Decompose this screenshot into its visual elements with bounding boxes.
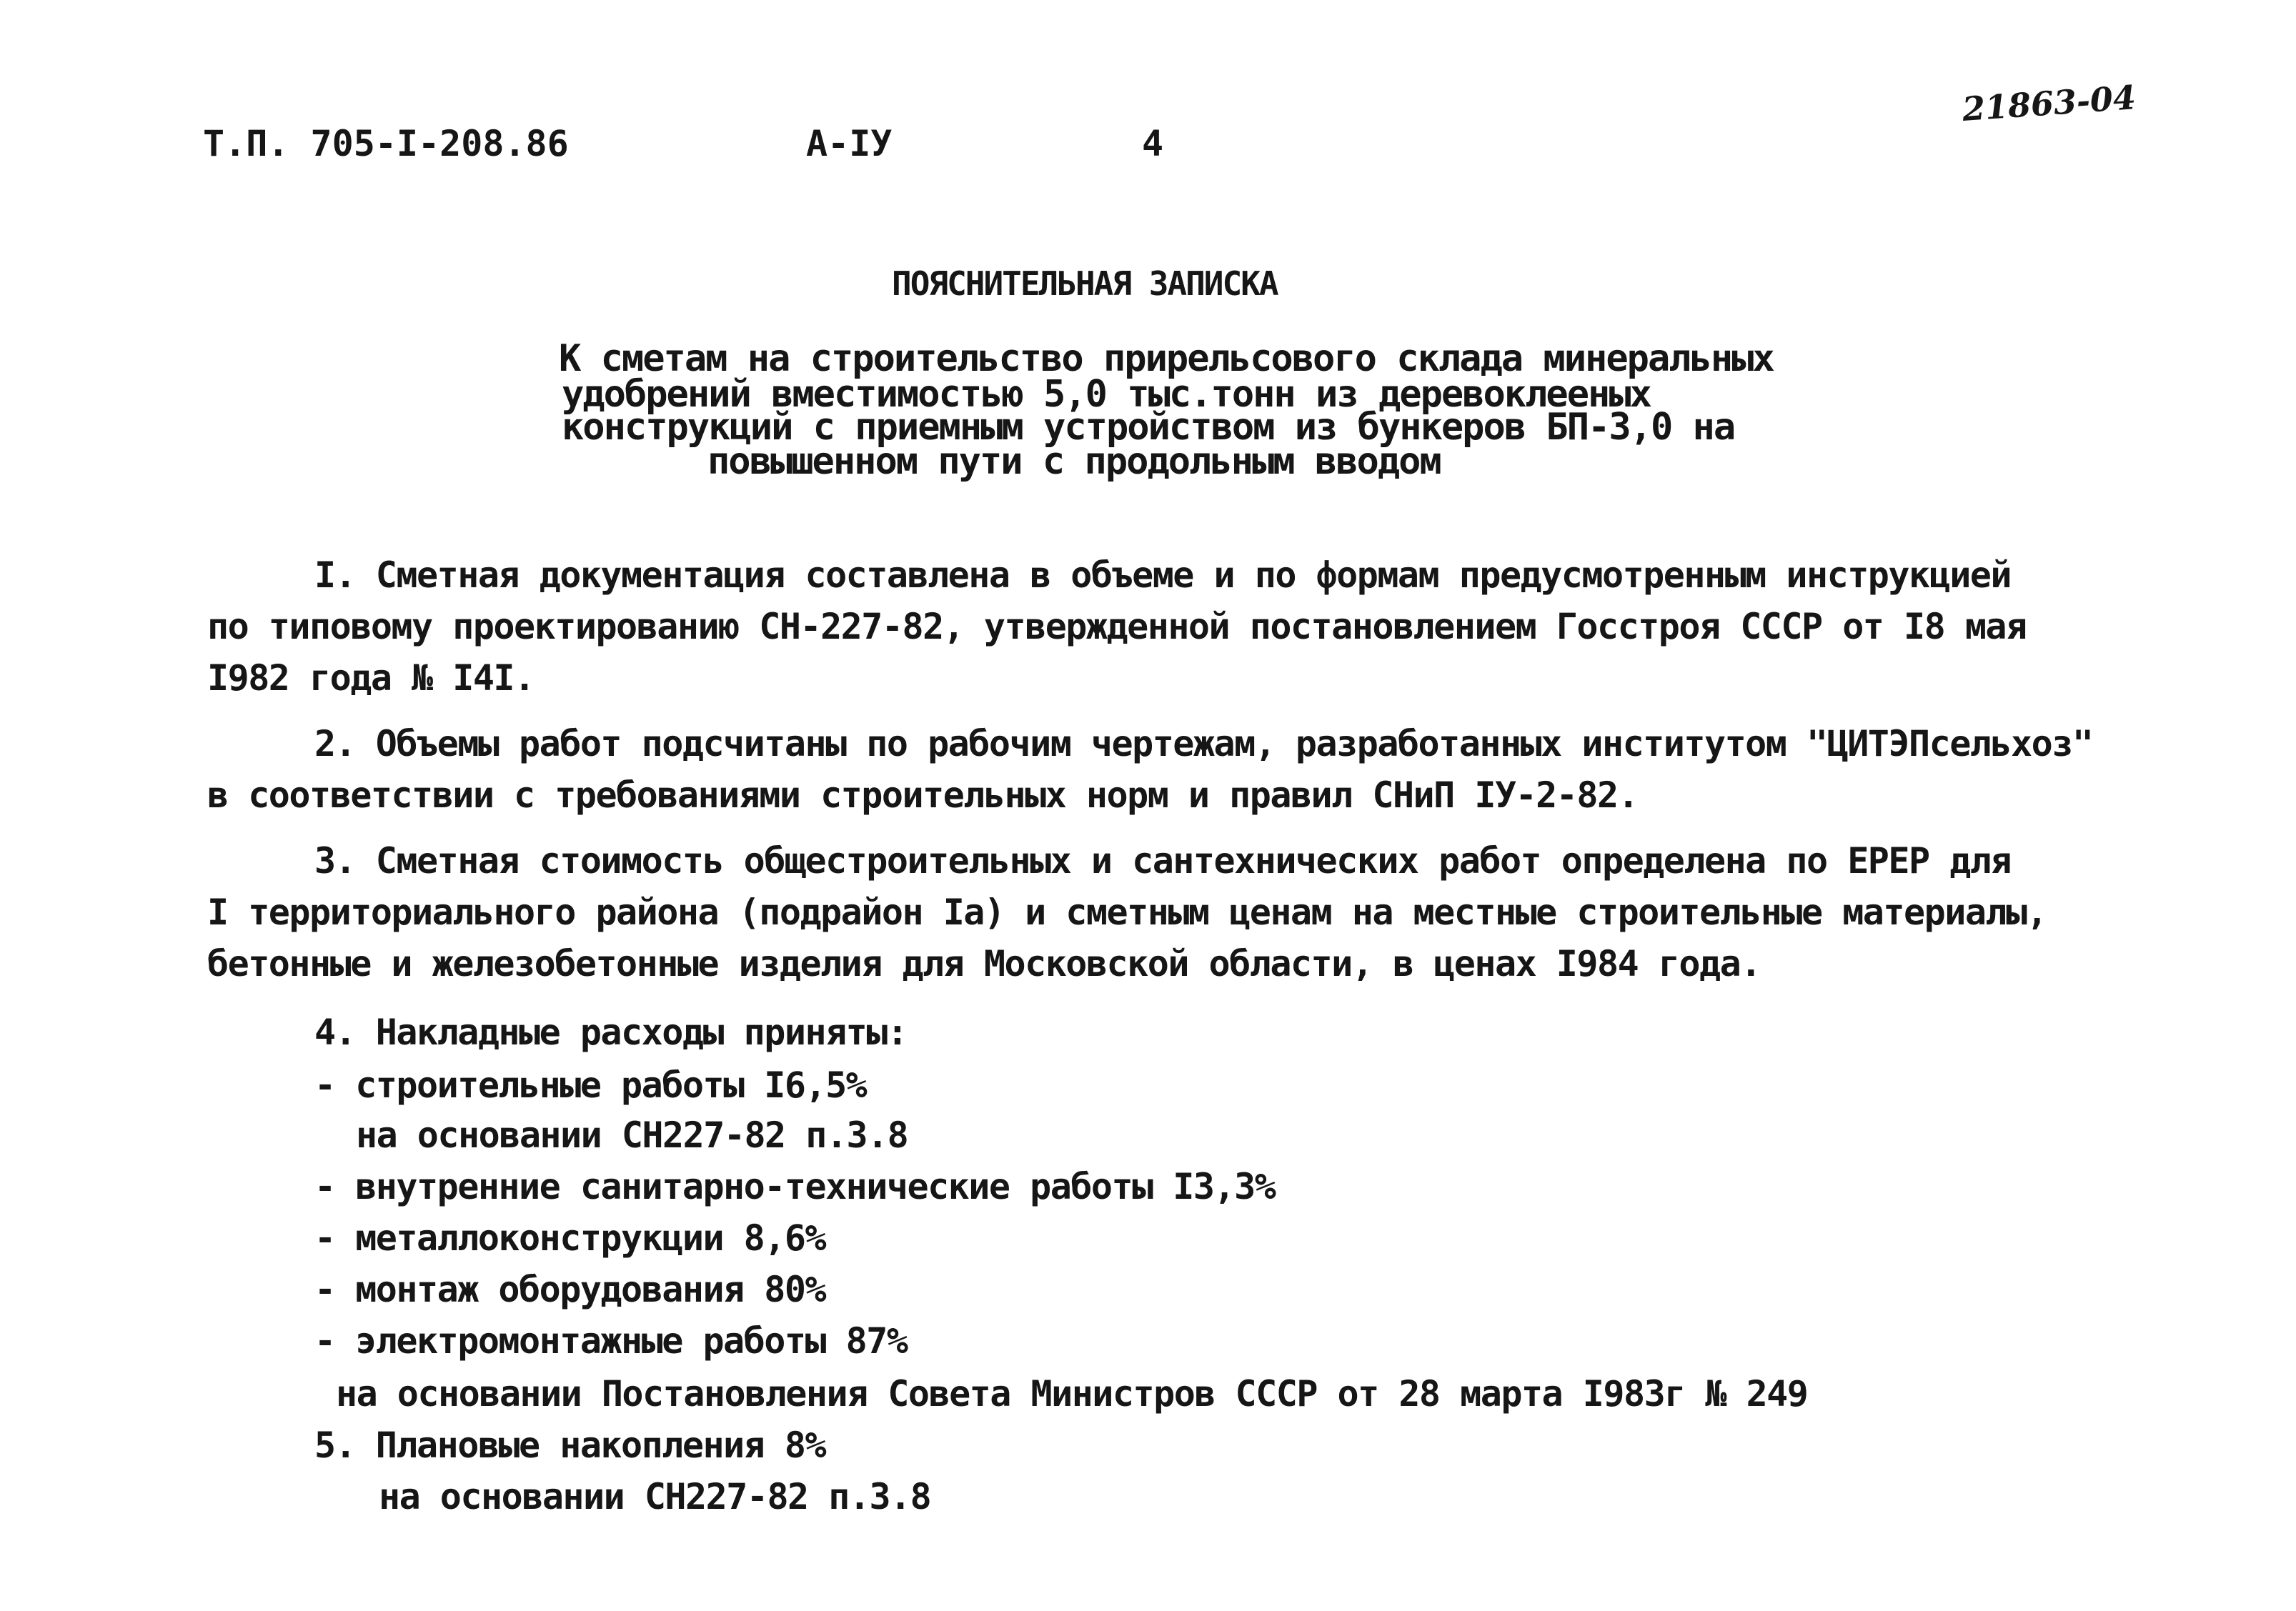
paragraph-2-line: в соответствии с требованиями строительных норм и правил СНиП IУ-2-82. (207, 774, 1639, 816)
subtitle-line: конструкций с приемным устройством из бункеров БП-3,0 на (562, 406, 1735, 449)
overhead-heading: 4. Накладные расходы приняты: (314, 1012, 908, 1053)
paragraph-3-line: I территориального района (подрайон Iа) и сметным ценам на местные строительные материалы, (207, 892, 2047, 933)
overhead-item-construction-basis: на основании СН227-82 п.3.8 (356, 1114, 908, 1156)
overhead-item-equipment: - монтаж оборудования 80% (314, 1269, 826, 1310)
overhead-basis: на основании Постановления Совета Министров СССР от 28 марта I983г № 249 (336, 1373, 1808, 1415)
paragraph-3-line: 3. Сметная стоимость общестроительных и сантехнических работ определена по ЕРЕР для (314, 840, 2012, 882)
paragraph-2-line: 2. Объемы работ подсчитаны по рабочим чертежам, разработанных институтом "ЦИТЭПсельхоз" (314, 723, 2093, 764)
paragraph-3-line: бетонные и железобетонные изделия для Московской области, в ценах I984 года. (207, 943, 1761, 984)
subtitle-line: К сметам на строительство прирельсового склада минеральных (559, 337, 1774, 380)
page-number: 4 (1142, 123, 1164, 164)
album-number: А-IУ (806, 123, 893, 164)
overhead-item-electrical: - электромонтажные работы 87% (314, 1320, 908, 1362)
paragraph-1-line: I. Сметная документация составлена в объеме и по формам предусмотренным инструкцией (314, 554, 2012, 596)
document-title: ПОЯСНИТЕЛЬНАЯ ЗАПИСКА (892, 264, 1278, 303)
subtitle-line: удобрений вместимостью 5,0 тыс.тонн из деревоклееных (562, 373, 1651, 416)
paragraph-1-line: I982 года № I4I. (207, 657, 535, 699)
overhead-item-metal: - металлоконструкции 8,6% (314, 1217, 826, 1259)
document-code: Т.П. 705-I-208.86 (203, 123, 569, 164)
planned-savings-basis: на основании СН227-82 п.3.8 (379, 1476, 931, 1517)
overhead-item-construction: - строительные работы I6,5% (314, 1064, 867, 1106)
subtitle-line: повышенном пути с продольным вводом (707, 440, 1441, 483)
paragraph-1-line: по типовому проектированию СН-227-82, утвержденной постановлением Госстроя СССР от I8 мая (207, 606, 2027, 647)
overhead-item-sanitary: - внутренние санитарно-технические работы I3,3% (314, 1166, 1276, 1207)
handwritten-archive-number: 21863-04 (1961, 78, 2137, 129)
planned-savings-heading: 5. Плановые накопления 8% (314, 1425, 826, 1466)
